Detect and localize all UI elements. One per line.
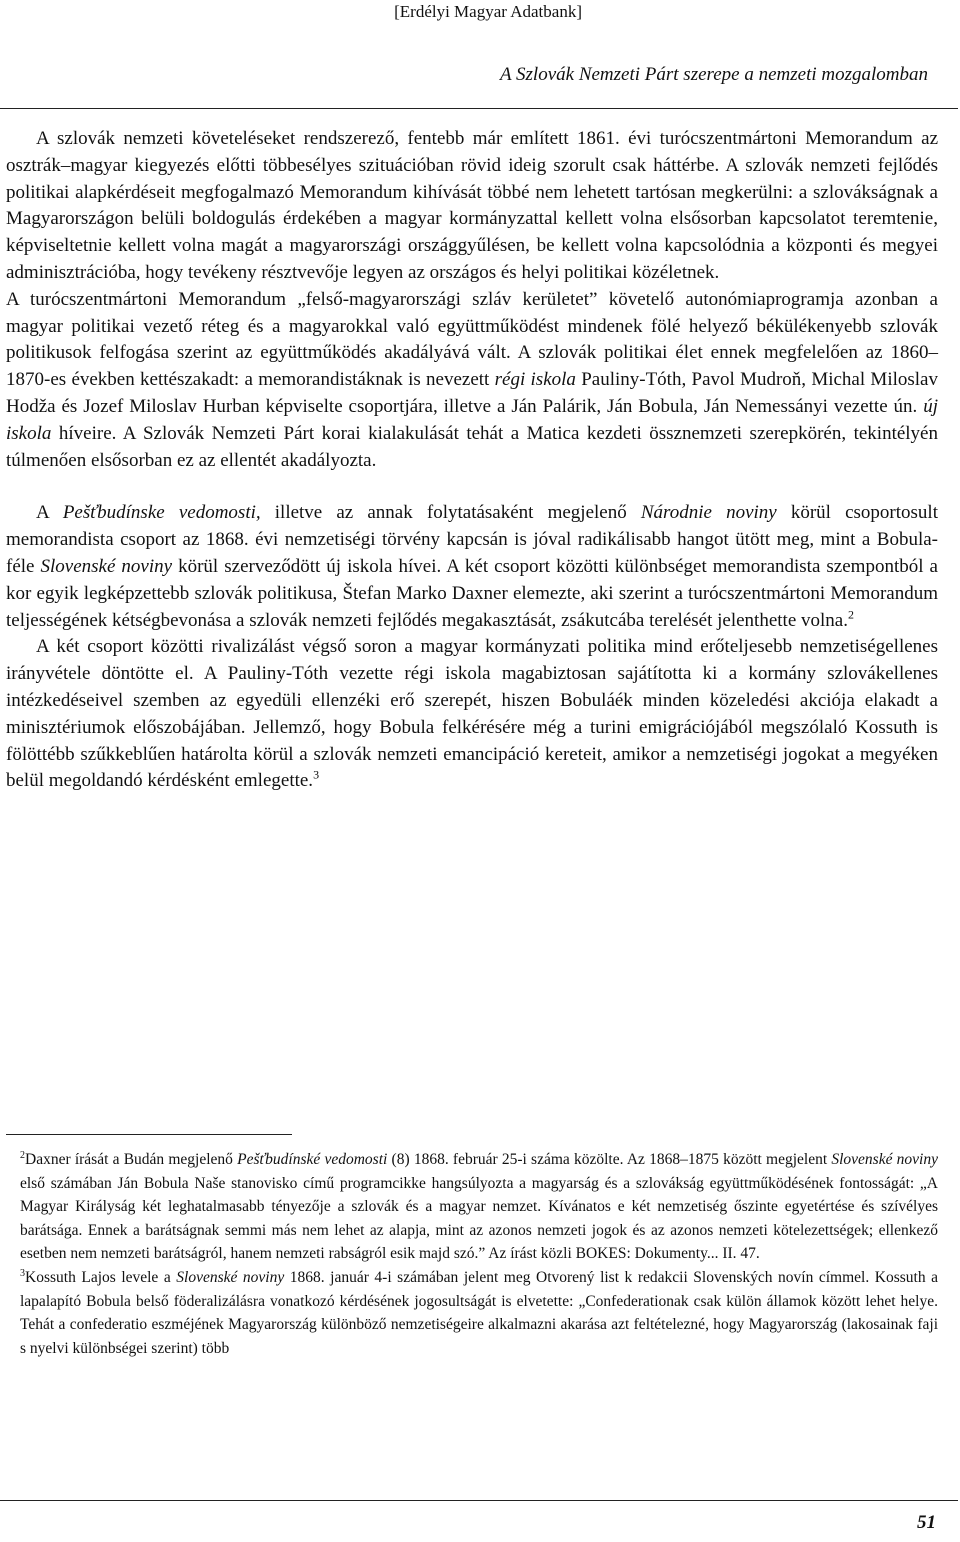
header-divider	[0, 108, 958, 109]
header-site-name: [Erdélyi Magyar Adatbank]	[394, 2, 582, 21]
footnotes	[6, 1148, 938, 1360]
paragraph-1: A szlovák nemzeti követeléseket rendszerező, fentebb már említett 1861. évi turócszentmártoni Memorandum az osztrák–magyar kiegyezés előtti többesélyes szituációban rövid ideig szorult csak háttérbe. A szlovák nemzeti fejlődés politikai alapkérdéseit megfogalmazó Memorandum kihívását többé nem lehetett tartósan megkerülni: a szlovákságnak a Magyarországon belüli boldogulás érdekében a magyar kormányzattal kellett volna elsősorban kapcsolatot teremtenie, képviseltetnie kellett volna magát a magyarországi országgyűlésen, be kellett volna kapcsolódnia a központi és megyei adminisztrációba, hogy tevékeny résztvevője legyen az országos és helyi politikai közéletnek.	[6, 128, 938, 283]
title-slovenske-noviny: Slovenské noviny	[40, 555, 173, 577]
title-narodnie-noviny: Národnie noviny	[640, 502, 777, 524]
title-pestbudinske: Pešťbudínske vedomosti,	[62, 502, 261, 524]
footnote-ref-3[interactable]: 3	[313, 768, 320, 782]
footnote-3: $^3$Kossuth Lajos levele a Slovenské noviny 1868. január 4-i számában jelent meg Otvorený list k redakcii Slovenských novín címmel. Kossuth a lapalapító Bobula belső föderalizálásra vonatkozó kérdésének jogosultságát is elvetette: „Confederationak csak külön államok között lehet helye. Tehát a confederatio eszméjének Magyarország különböző nemzetiségeire alkalmazni akarása azt feltételezné, hogy Magyarország (lakosainak faji s nyelvi különbségei szerint) több	[20, 1267, 938, 1357]
footnote-2: $^2$Daxner írását a Budán megjelenő Pešťbudínské vedomosti (8) 1868. február 25-i száma közölte. Az 1868–1875 között megjelent Slovenské noviny első számában Ján Bobula Naše stanovisko című programcikke hangsúlyozta a magyarság és a szlovákság együttműködésének fontosságát: „A Magyar Királyság két leghatalmasabb tényezője a szlovák és a magyar nemzet. Kívánatos e két nemzetiség őszinte egyetértése és szívélyes barátsága. Ennek a barátságnak semmi más nem lehet az alapja, mint az azonos nemzeti jogok és az azonos nemzeti kötelezettségek; ellenkező esetben nem nemzeti barátságról, hanem nemzeti rabságról esik majd szó.” Az írást közli BOKES: Dokumenty... II. 47.	[20, 1149, 938, 1263]
footer-divider	[0, 1500, 958, 1501]
footnote-ref-2[interactable]: 2	[847, 607, 854, 622]
paragraph-4: A két csoport közötti rivalizálást végső soron a magyar kormányzati politika mind erőteljesebb nemzetiségellenes irányvétele döntötte el. A Pauliny-Tóth vezette régi iskola magabiztosan sajátította ki a kormány szlovákellenes intézkedéseivel szemben az egyedüli ellenzéki erő szerepét, hiszen Bobuláék minden közeledési akciója elakadt a minisztériumok előszobájában. Jellemző, hogy Bobula felkérésére még a turini emigrációjából megszólaló Kossuth is fölöttébb szűkkeblűen határolta körül a szlovák nemzeti emancipáció kereteit, amikor a nemzetiségi jogokat a megyéken belül megoldandó kérdésként emlegette.$^3$	[6, 636, 938, 792]
header-article-title: A Szlovák Nemzeti Párt szerepe a nemzeti mozgalomban	[500, 64, 928, 85]
paragraph-2: A turócszentmártoni Memorandum „felső-magyarországi szláv kerületet” követelő autonómiaprogramja azonban a magyar politikai vezető réteg és a magyarokkal való együttműködést mindenek fölé helyező békülékenyebb szlovák politikusok felfogása szerint az együttműködés akadályává vált. A szlovák politikai élet ennek megfelelően az 1860–1870-es években kettészakadt: a memorandistáknak is nevezett régi iskola Pauliny-Tóth, Pavol Mudroň, Michal Miloslav Hodža és Jozef Miloslav Hurban képviselte csoportjára, illetve a Ján Palárik, Ján Bobula, Ján Nemessányi vezette ún. új iskola híveire. A Szlovák Nemzeti Párt korai kialakulását tehát a Matica kezdeti össznemzeti szerepkörén, tekintélyén túlmenően elsősorban ez az ellentét akadályozta.	[6, 288, 938, 471]
term-regi-iskola: régi iskola	[494, 369, 576, 391]
footnote-divider	[6, 1134, 292, 1135]
paragraph-3: A Pešťbudínske vedomosti, illetve az annak folytatásaként megjelenő Národnie noviny körül csoportosult memorandista csoport az 1868. évi nemzetiségi törvény kapcsán is jóval radikálisabb hangot ütött meg, mint a Bobula-féle Slovenské noviny körül szerveződött új iskola hívei. A két csoport közötti különbséget memorandista szempontból a kor egyik legképzettebb szlovák politikusa, Štefan Marko Daxner elemezte, aki szerint a turócszentmártoni Memorandum teljességének kétségbevonása a szlovák nemzeti fejlődés megakasztását, zsákutcába terelését jelenthette volna.$^2$	[6, 502, 938, 631]
term-uj-iskola: új iskola	[6, 395, 938, 444]
main-text	[6, 126, 938, 795]
page-number: 51	[917, 1512, 936, 1533]
